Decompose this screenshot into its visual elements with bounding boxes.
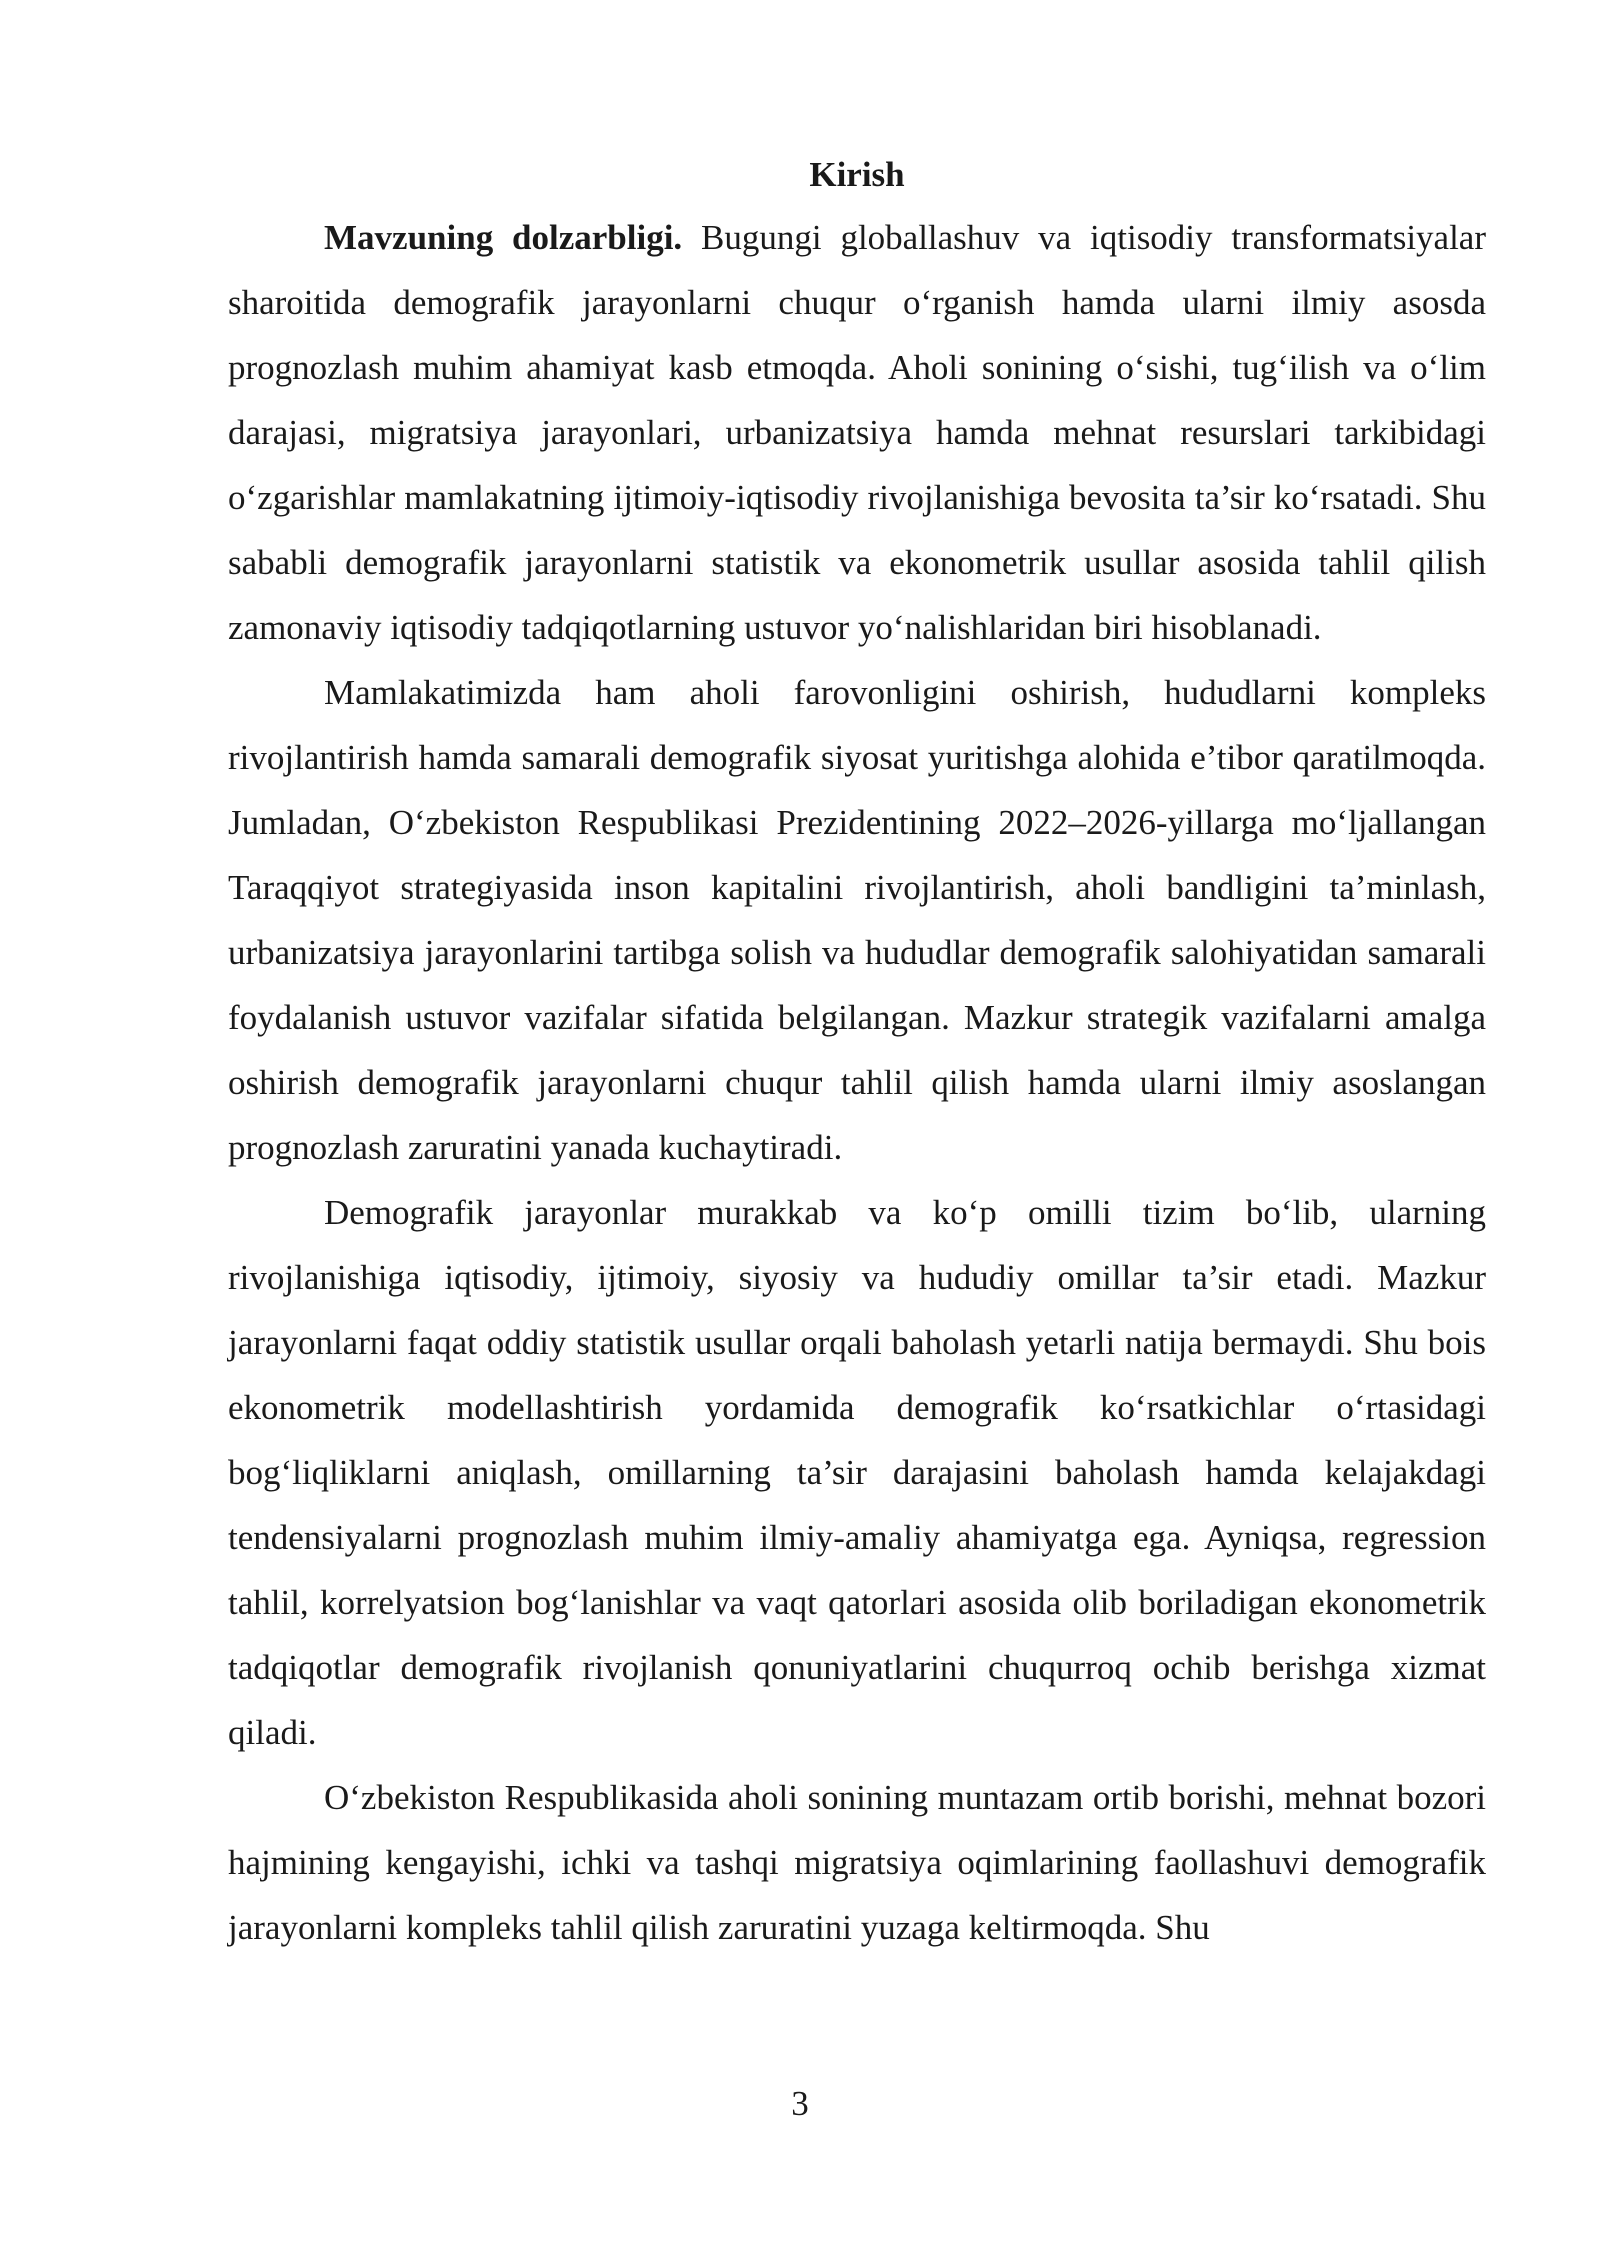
page-number: 3 [791,2084,809,2123]
paragraph-body-text: Bugungi globallashuv va iqtisodiy transformatsiyalar sharoitida demografik jarayonlarni chuqur o‘rganish hamda ularni ilmiy asosda prognozlash muhim ahamiyat kasb etmoqda. Aholi sonining o‘sishi, tug‘ilish va o‘lim darajasi, migratsiya jarayonlari, urbanizatsiya hamda mehnat resurslari tarkibidagi o‘zgarishlar mamlakatning ijtimoiy-iqtisodiy rivojlanishiga bevosita ta’sir ko‘rsatadi. Shu sababli demografik jarayonlarni statistik va ekonometrik usullar asosida tahlil qilish zamonaviy iqtisodiy tadqiqotlarning ustuvor yo‘nalishlaridan biri hisoblanadi. [228,218,1486,647]
paragraph-econometrics [228,1180,1486,1765]
page-title: Kirish [809,155,905,194]
paragraph-body-text: Demografik jarayonlar murakkab va ko‘p omilli tizim bo‘lib, ularning rivojlanishiga iqtisodiy, ijtimoiy, siyosiy va hududiy omillar ta’sir etadi. Mazkur jarayonlarni faqat oddiy statistik usullar orqali baholash yetarli natija bermaydi. Shu bois ekonometrik modellashtirish yordamida demografik ko‘rsatkichlar o‘rtasidagi bog‘liqliklarni aniqlash, omillarning ta’sir darajasini baholash hamda kelajakdagi tendensiyalarni prognozlash muhim ilmiy-amaliy ahamiyatga ega. Ayniqsa, regression tahlil, korrelyatsion bog‘lanishlar va vaqt qatorlari asosida olib boriladigan ekonometrik tadqiqotlar demografik rivojlanish qonuniyatlarini chuqurroq ochib berishga xizmat qiladi. [228,1193,1486,1752]
paragraph-body-text: Mamlakatimizda ham aholi farovonligini oshirish, hududlarni kompleks rivojlantirish hamda samarali demografik siyosat yuritishga alohida e’tibor qaratilmoqda. Jumladan, O‘zbekiston Respublikasi Prezidentining 2022–2026-yillarga mo‘ljallangan Taraqqiyot strategiyasida inson kapitalini rivojlantirish, aholi bandligini ta’minlash, urbanizatsiya jarayonlarini tartibga solish va hududlar demografik salohiyatidan samarali foydalanish ustuvor vazifalar sifatida belgilangan. Mazkur strategik vazifalarni amalga oshirish demografik jarayonlarni chuqur tahlil qilish hamda ularni ilmiy asoslangan prognozlash zaruratini yanada kuchaytiradi. [228,673,1486,1167]
paragraph-body-text: O‘zbekiston Respublikasida aholi sonining muntazam ortib borishi, mehnat bozori hajmining kengayishi, ichki va tashqi migratsiya oqimlarining faollashuvi demografik jarayonlarni kompleks tahlil qilish zaruratini yuzaga keltirmoqda. Shu [228,1778,1486,1947]
paragraph-strategy [228,660,1486,1180]
page-content [228,148,1486,1960]
paragraph-relevance [228,205,1486,660]
paragraph-uzbekistan [228,1765,1486,1960]
paragraph-lead-heading: Mavzuning dolzarbligi. [324,218,683,257]
